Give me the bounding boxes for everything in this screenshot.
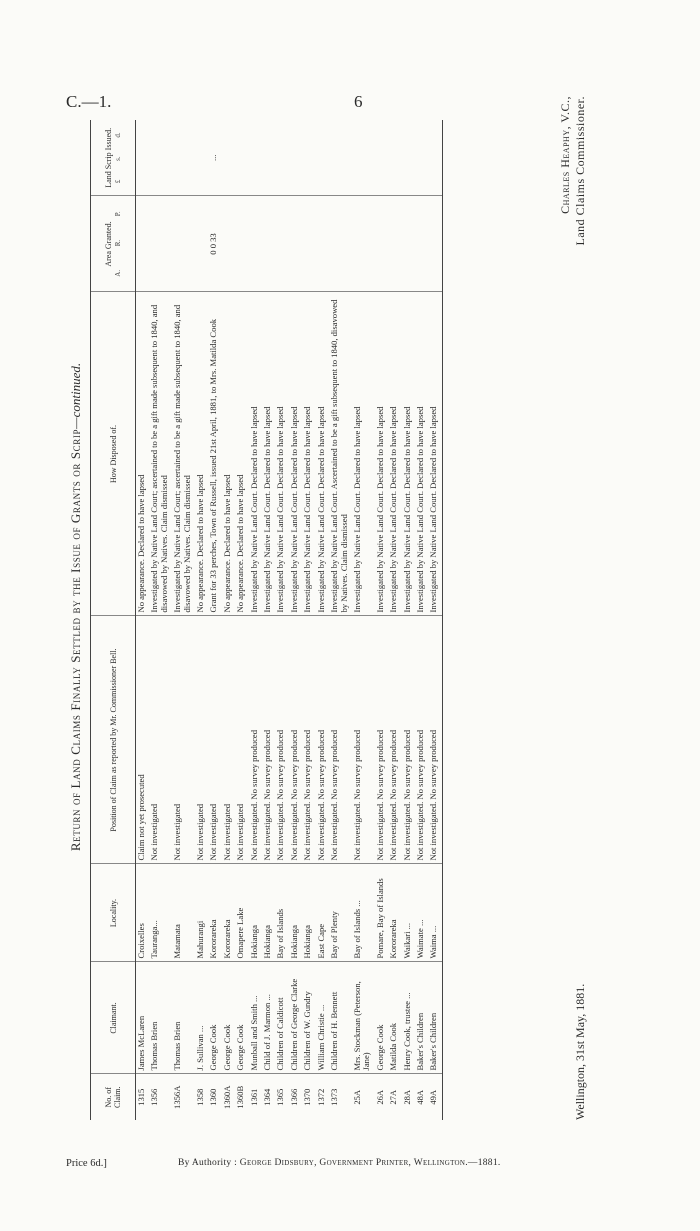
cell-area — [316, 196, 329, 292]
cell-no: 1360A — [221, 1085, 232, 1109]
table-row — [172, 120, 195, 1120]
col-locality-header: Locality. — [91, 864, 136, 962]
cell-disposed: Investigated by Native Land Court. Declared to have lapsed — [275, 292, 288, 616]
claims-table — [90, 120, 443, 1120]
cell-claimant: Mrs. Stockman (Peterson, Jane) — [352, 962, 375, 1074]
cell-area — [275, 196, 288, 292]
cell-position: Not investigated. No survey produced — [428, 616, 442, 864]
cell-locality: Waima ... — [428, 864, 442, 962]
cell-claimant: Baker's Children — [415, 962, 428, 1074]
cell-area — [136, 196, 150, 292]
cell-claimant: George Cook — [208, 962, 221, 1074]
cell-disposed: Investigated by Native Land Court; ascertained to be a gift made subsequent to 1840, and disavowed by Natives. Claim dismissed — [149, 292, 172, 616]
printer-authority — [178, 1158, 501, 1168]
cell-disposed: Investigated by Native Land Court. Declared to have lapsed — [428, 292, 442, 616]
cell-claimant: George Cook — [235, 962, 248, 1074]
table-row — [208, 120, 221, 1120]
cell-scrip — [375, 120, 388, 196]
signature-block — [558, 96, 588, 246]
table-row — [302, 120, 315, 1120]
cell-scrip — [235, 120, 248, 196]
cell-locality: Matamata — [172, 864, 195, 962]
cell-claimant: Children of George Clarke — [289, 962, 302, 1074]
cell-locality: Hokianga — [289, 864, 302, 962]
cell-area: 0 0 33 — [208, 196, 221, 292]
cell-no: 1315 — [136, 1088, 146, 1106]
cell-claimant: Child of J. Marmon ... — [262, 962, 275, 1074]
cell-position: Not investigated — [208, 616, 221, 864]
cell-no: 1365 — [275, 1088, 286, 1106]
cell-scrip — [249, 120, 262, 196]
cell-area — [195, 196, 208, 292]
cell-claimant: Munball and Smith ... — [249, 962, 262, 1074]
cell-area — [402, 196, 415, 292]
place-date: Wellington, 31st May, 1881. — [573, 983, 587, 1120]
cell-no: 26A — [374, 1089, 385, 1105]
cell-locality: Croixelles — [136, 864, 150, 962]
table-row — [316, 120, 329, 1120]
cell-disposed: Investigated by Native Land Court. Declared to have lapsed — [402, 292, 415, 616]
col-no-header: No. of Claim. — [91, 1074, 136, 1120]
cell-scrip — [262, 120, 275, 196]
section-code: C.—1. — [66, 92, 112, 111]
scrip-units: £ s. d. — [113, 132, 122, 184]
table-row — [352, 120, 375, 1120]
cell-locality: Bay of Plenty — [329, 864, 352, 962]
cell-area — [172, 196, 195, 292]
cell-no: 1356 — [149, 1088, 160, 1106]
cell-position: Not investigated. No survey produced — [249, 616, 262, 864]
cell-disposed: No appearance. Declared to have lapsed — [195, 292, 208, 616]
authority-prefix: By Authority : — [178, 1158, 238, 1168]
table-row — [235, 120, 248, 1120]
cell-no: 1361 — [248, 1088, 259, 1106]
cell-no: 1370 — [302, 1088, 313, 1106]
cell-no: 1360B — [235, 1085, 246, 1109]
table-row — [222, 120, 235, 1120]
cell-disposed: No appearance. Declared to have lapsed — [235, 292, 248, 616]
table-row — [415, 120, 428, 1120]
cell-position: Not investigated. No survey produced — [388, 616, 401, 864]
table-row — [329, 120, 352, 1120]
signatory-title: Land Claims Commissioner. — [573, 96, 587, 246]
cell-position: Not investigated. No survey produced — [316, 616, 329, 864]
cell-area — [428, 196, 442, 292]
table-row — [402, 120, 415, 1120]
cell-no: 49A — [428, 1074, 442, 1120]
table-row — [249, 120, 262, 1120]
table-row — [195, 120, 208, 1120]
cell-area — [302, 196, 315, 292]
cell-claimant: George Cook — [375, 962, 388, 1074]
cell-position: Not investigated. No survey produced — [302, 616, 315, 864]
cell-no: 1364 — [262, 1088, 273, 1106]
table-row — [289, 120, 302, 1120]
header-row — [91, 120, 136, 1120]
cell-area — [329, 196, 352, 292]
cell-claimant: George Cook — [222, 962, 235, 1074]
cell-locality: Kororareka — [222, 864, 235, 962]
cell-locality: Mahurangi — [195, 864, 208, 962]
cell-position: Not investigated. No survey produced — [402, 616, 415, 864]
cell-area — [249, 196, 262, 292]
cell-scrip — [388, 120, 401, 196]
col-position-header: Position of Claim as reported by Mr. Commissioner Bell. — [91, 616, 136, 864]
cell-no: 27A — [388, 1089, 399, 1105]
signatory-name: Charles Heaphy, V.C., — [558, 96, 572, 214]
table-title — [68, 82, 84, 1132]
rotated-page-content — [68, 82, 648, 1132]
cell-position: Not investigated — [172, 616, 195, 864]
col-scrip-header: Land Scrip Issued. £ s. d. — [91, 120, 136, 196]
table-row — [375, 120, 388, 1120]
table-row — [262, 120, 275, 1120]
cell-area — [262, 196, 275, 292]
cell-locality: Hokianga — [302, 864, 315, 962]
cell-no: 28A — [401, 1089, 412, 1105]
cell-no: 1358 — [195, 1088, 206, 1106]
cell-claimant: Children of H. Bennett — [329, 962, 352, 1074]
cell-disposed: Investigated by Native Land Court. Declared to have lapsed — [375, 292, 388, 616]
cell-claimant: Thomas Brien — [149, 962, 172, 1074]
cell-scrip — [195, 120, 208, 196]
cell-claimant: Thomas Brien — [172, 962, 195, 1074]
cell-disposed: Investigated by Native Land Court. Declared to have lapsed — [415, 292, 428, 616]
cell-locality: Pomare, Bay of Islands — [375, 864, 388, 962]
cell-position: Not investigated. No survey produced — [329, 616, 352, 864]
cell-claimant: Children of Caldicott — [275, 962, 288, 1074]
cell-disposed: Investigated by Native Land Court. Declared to have lapsed — [289, 292, 302, 616]
cell-scrip — [289, 120, 302, 196]
cell-disposed: Investigated by Native Land Court. Declared to have lapsed — [388, 292, 401, 616]
cell-scrip — [415, 120, 428, 196]
cell-position: Not investigated — [235, 616, 248, 864]
cell-scrip — [172, 120, 195, 196]
cell-no: 1373 — [329, 1088, 340, 1106]
cell-locality: Omapere Lake — [235, 864, 248, 962]
cell-locality: Hokianga — [262, 864, 275, 962]
cell-no: 1366 — [288, 1088, 299, 1106]
area-units: A. R. P. — [113, 211, 122, 277]
cell-scrip — [222, 120, 235, 196]
authority-printer: George Didsbury, Government Printer, Wellington.—1881. — [239, 1158, 501, 1168]
col-disposed-header: How Disposed of. — [91, 292, 136, 616]
cell-scrip — [329, 120, 352, 196]
cell-area — [222, 196, 235, 292]
cell-disposed: Grant for 33 perches, Town of Russell, issued 21st April, 1881, to Mrs. Matilda Cook — [208, 292, 221, 616]
cell-disposed: No appearance. Declared to have lapsed — [136, 292, 150, 616]
cell-disposed: Investigated by Native Land Court. Declared to have lapsed — [262, 292, 275, 616]
col-claimant-header: Claimant. — [91, 962, 136, 1074]
cell-disposed: Investigated by Native Land Court. Declared to have lapsed — [352, 292, 375, 616]
cell-locality: Bay of Islands — [275, 864, 288, 962]
cell-scrip — [136, 120, 150, 196]
cell-disposed: Investigated by Native Land Court. Declared to have lapsed — [249, 292, 262, 616]
cell-claimant: Henry Cook, trustee ... — [402, 962, 415, 1074]
cell-no: 1372 — [315, 1088, 326, 1106]
cell-claimant: Baker's Children — [428, 962, 442, 1074]
table-row — [275, 120, 288, 1120]
cell-locality: Waikari ... — [402, 864, 415, 962]
cell-no: 1360 — [208, 1088, 219, 1106]
cell-claimant: J. Sullivan ... — [195, 962, 208, 1074]
cell-claimant: William Christie ... — [316, 962, 329, 1074]
cell-position: Not investigated. No survey produced — [375, 616, 388, 864]
cell-position: Not investigated. No survey produced — [262, 616, 275, 864]
title-suffix: —continued. — [68, 362, 83, 429]
cell-disposed: Investigated by Native Land Court. Declared to have lapsed — [302, 292, 315, 616]
cell-position: Claim not yet prosecuted — [136, 616, 150, 864]
cell-scrip: ... — [208, 120, 221, 196]
cell-position: Not investigated. No survey produced — [415, 616, 428, 864]
cell-scrip — [428, 120, 442, 196]
table-row — [388, 120, 401, 1120]
price-note: Price 6d.] — [66, 1158, 107, 1169]
cell-scrip — [275, 120, 288, 196]
cell-claimant: Children of W. Gundry — [302, 962, 315, 1074]
table-row — [149, 120, 172, 1120]
cell-locality: Kororareka — [208, 864, 221, 962]
cell-disposed: Investigated by Native Land Court; ascertained to be a gift made subsequent to 1840, and disavowed by Natives. Claim dismissed — [172, 292, 195, 616]
cell-position: Not investigated. No survey produced — [275, 616, 288, 864]
cell-scrip — [352, 120, 375, 196]
cell-position: Not investigated — [222, 616, 235, 864]
cell-claimant: Matilda Cook — [388, 962, 401, 1074]
cell-locality: Tauranga... — [149, 864, 172, 962]
cell-disposed: No appearance. Declared to have lapsed — [222, 292, 235, 616]
cell-area — [415, 196, 428, 292]
table-row — [428, 120, 442, 1120]
cell-position: Not investigated — [149, 616, 172, 864]
cell-area — [352, 196, 375, 292]
cell-area — [235, 196, 248, 292]
cell-no: 25A — [351, 1089, 362, 1105]
cell-scrip — [302, 120, 315, 196]
cell-position: Not investigated. No survey produced — [289, 616, 302, 864]
table-row — [136, 120, 150, 1120]
cell-locality: East Cape — [316, 864, 329, 962]
cell-position: Not investigated. No survey produced — [352, 616, 375, 864]
cell-disposed: Investigated by Native Land Court. Ascertained to be a gift subsequent to 1840, disavowed by Natives. Claim dismissed — [329, 292, 352, 616]
cell-area — [149, 196, 172, 292]
cell-locality: Bay of Islands ... — [352, 864, 375, 962]
cell-scrip — [402, 120, 415, 196]
cell-locality: Kororareka — [388, 864, 401, 962]
cell-area — [289, 196, 302, 292]
title-main: Return of Land Claims Finally Settled by the Issue of Grants or Scrip — [68, 428, 83, 852]
cell-no: 48A — [414, 1089, 425, 1105]
cell-scrip — [316, 120, 329, 196]
cell-claimant: James McLaren — [136, 962, 150, 1074]
col-area-header: Area Granted. A. R. P. — [91, 196, 136, 292]
cell-disposed: Investigated by Native Land Court. Declared to have lapsed — [316, 292, 329, 616]
page-number: 6 — [354, 92, 363, 111]
cell-locality: Hokianga — [249, 864, 262, 962]
cell-area — [388, 196, 401, 292]
cell-position: Not investigated — [195, 616, 208, 864]
cell-locality: Waimate ... — [415, 864, 428, 962]
cell-scrip — [149, 120, 172, 196]
cell-area — [375, 196, 388, 292]
cell-no: 1356A — [172, 1085, 183, 1109]
